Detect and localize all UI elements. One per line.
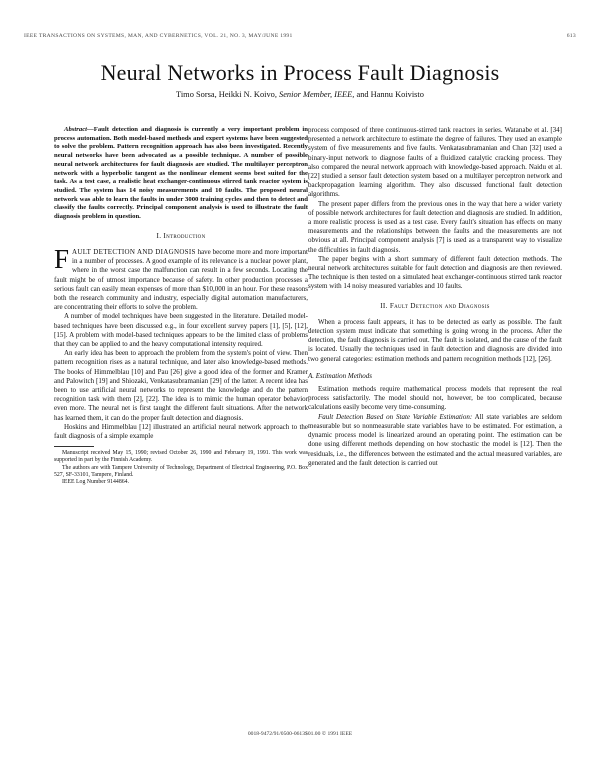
running-head (24, 33, 576, 43)
page-number: 613 (566, 33, 576, 39)
right-paragraph-2: The present paper differs from the previous ones in the way that here a wider variety of possible network architectures for fault detection and diagnosis are studied. In addition, a more realistic process is used as a test case. Every fault's situation has effects on many measurements and the relationships between the faults and the measurements are not obvious at all. Principal component analysis [7] is used as a transparent way to visualize the difficulties in fault diagnosis. (308, 199, 562, 254)
intro-paragraph-4 (54, 423, 308, 441)
abstract-lead: Abstract— (64, 126, 94, 133)
section-heading-introduction: I. Introduction (156, 231, 206, 240)
intro-p3-text: An early idea has been to approach the problem from the system's point of view. Then pattern recognition rises as a natural technique, and later also knowledge-based methods. The books of Himmelblau [10] and Pau [26] give a good idea of the former and Kramer and Palowitch [19] and Shiozaki, Venkatasubramanian [29] of the latter. A recent idea has been to use artificial neural networks to represent the knowledge and do the pattern recognition task with them [2], [22]. The idea is to mimic the human operator behavior even more. The neural net is first taught the different fault situations. After the network has learned them, it can do the proper fault detection and diagnosis. (54, 349, 308, 422)
author-names: Timo Sorsa, Heikki N. Koivo, (176, 90, 277, 99)
paper-title: Neural Networks in Process Fault Diagnosis (100, 60, 500, 85)
right-paragraph-5: Estimation methods require mathematical process models that represent the real process satisfactorily. The model should not, however, be too complicated, because calculations easily become very time-consuming. (308, 385, 562, 412)
intro-p2-text: A number of model techniques have been suggested in the literature. Detailed model-based techniques have been discussed e.g., in four excellent survey papers [1], [5], [12], [15]. A problem with model-based techniques appears to be the limited class of problems that they can be applied to and the heavy computational intensity required. (54, 312, 308, 348)
run-in-heading-state-variable: Fault Detection Based on State Variable Estimation: (318, 412, 473, 421)
subsection-heading-estimation: A. Estimation Methods (308, 371, 372, 380)
right-column (308, 126, 562, 468)
footnote-affiliation: The authors are with Tampere University of Technology, Department of Electrical Engineering, P.O. Box 527, SF-33101, Tampere, Finland. (54, 464, 308, 478)
intro-paragraph-2 (54, 312, 308, 349)
dropcap-letter: F (54, 243, 70, 274)
author-last: and Hannu Koivisto (356, 90, 424, 99)
right-paragraph-3: The paper begins with a short summary of different fault detection methods. The neural network architectures suitable for fault detection and diagnosis are then reviewed. The technique is then tested on a simulated heat exchanger-continuous stirred tank reactor system with 14 noisy measured variables and 10 faults. (308, 254, 562, 291)
author-membership: Senior Member, IEEE, (279, 90, 355, 99)
right-paragraph-6 (308, 413, 562, 468)
abstract (54, 126, 308, 222)
left-column (54, 126, 308, 486)
intro-paragraph-1 (54, 243, 308, 312)
section-heading-fault-detection: II. Fault Detection and Diagnosis (380, 301, 490, 310)
right-p6-text: All state variables are seldom measurable but so nonmeasurable state variables have to be estimated. For estimation, a dynamic process model is linearized around an operating point. The estimation can be done using different methods depending on how stochastic the model is [12]. Then the residuals, i.e., the differences between the estimated and the actual measured variables, are generated and the fault detection is carried out (308, 412, 562, 467)
footnote-log-number: IEEE Log Number 9144864. (62, 479, 129, 486)
abstract-text: Fault detection and diagnosis is currently a very important problem in process automation. Both model-based methods and expert systems have been suggested to solve the problem. Pattern recognition approach has also been investigated. Recently neural networks have been advocated as a possible technique. A number of possible neural network architectures for fault diagnosis are studied. The multilayer perceptron network with a hyperbolic tangent as the nonlinear element seems best suited for the task. As a test case, a realistic heat exchanger-continuous stirred tank reactor system is studied. The system has 14 noisy measurements and 10 faults. The proposed neural network was able to learn the faults in under 3000 training cycles and then to detect and classify the faults correctly. Principal component analysis is used to illustrate the fault diagnosis problem in question. (54, 126, 308, 221)
author-line (0, 90, 600, 99)
right-paragraph-1: process composed of three continuous-stirred tank reactors in series. Watanabe et al. [34] presented a network architecture to estimate the degree of failures. They used an example system of five measurements and five faults. Venkatasubramanian and Chan [32] used a binary-input network to diagnose faults of a fluidized catalytic cracking process. They also compared the neural network approach with knowledge-based approach. Naidu et al. [22] studied a sensor fault detection system based on a multilayer perceptron network and backpropagation learning algorithm. They also discussed functional fault detection algorithms. (308, 126, 562, 199)
footnote-manuscript: Manuscript received May 15, 1990; revised October 26, 1990 and February 19, 1991. This work was supported in part by the Finnish Academy. (54, 450, 308, 464)
right-paragraph-4: When a process fault appears, it has to be detected as early as possible. The fault detection system must indicate that something is going wrong in the process. After the detection, the fault diagnosis is carried out. The fault is isolated, and the cause of the fault is located. Usually the techniques used in fault detection and diagnosis are divided into two general categories: estimation methods and pattern recognition methods [12], [26]. (308, 317, 562, 363)
intro-paragraph-3 (54, 349, 308, 423)
intro-p1-text: have become more and more important in a number of processes. A good example of its relevance is a nuclear power plant, where in the worst case the malfunction can result in a few seconds. Locating the fault might be of utmost importance because of safety. In other production processes a serious fault can easily mean expenses of more than $10,000 in an hour. For these reasons both the research community and industry, especially digital automation manufacturers, are concentrating their efforts to solve the problem. (54, 247, 308, 312)
copyright-line: 0018-9472/91/0500-0613$01.00 © 1991 IEEE (247, 731, 353, 737)
intro-lead-caps: AULT DETECTION AND DIAGNOSIS (72, 247, 196, 256)
intro-p4-text: Hoskins and Himmelblau [12] illustrated an artificial neural network approach to the fault diagnosis of a simple example (54, 422, 308, 440)
running-head-journal: IEEE TRANSACTIONS ON SYSTEMS, MAN, AND CYBERNETICS, VOL. 21, NO. 3, MAY/JUNE 1991 (24, 33, 293, 39)
footnote-divider (54, 446, 94, 447)
